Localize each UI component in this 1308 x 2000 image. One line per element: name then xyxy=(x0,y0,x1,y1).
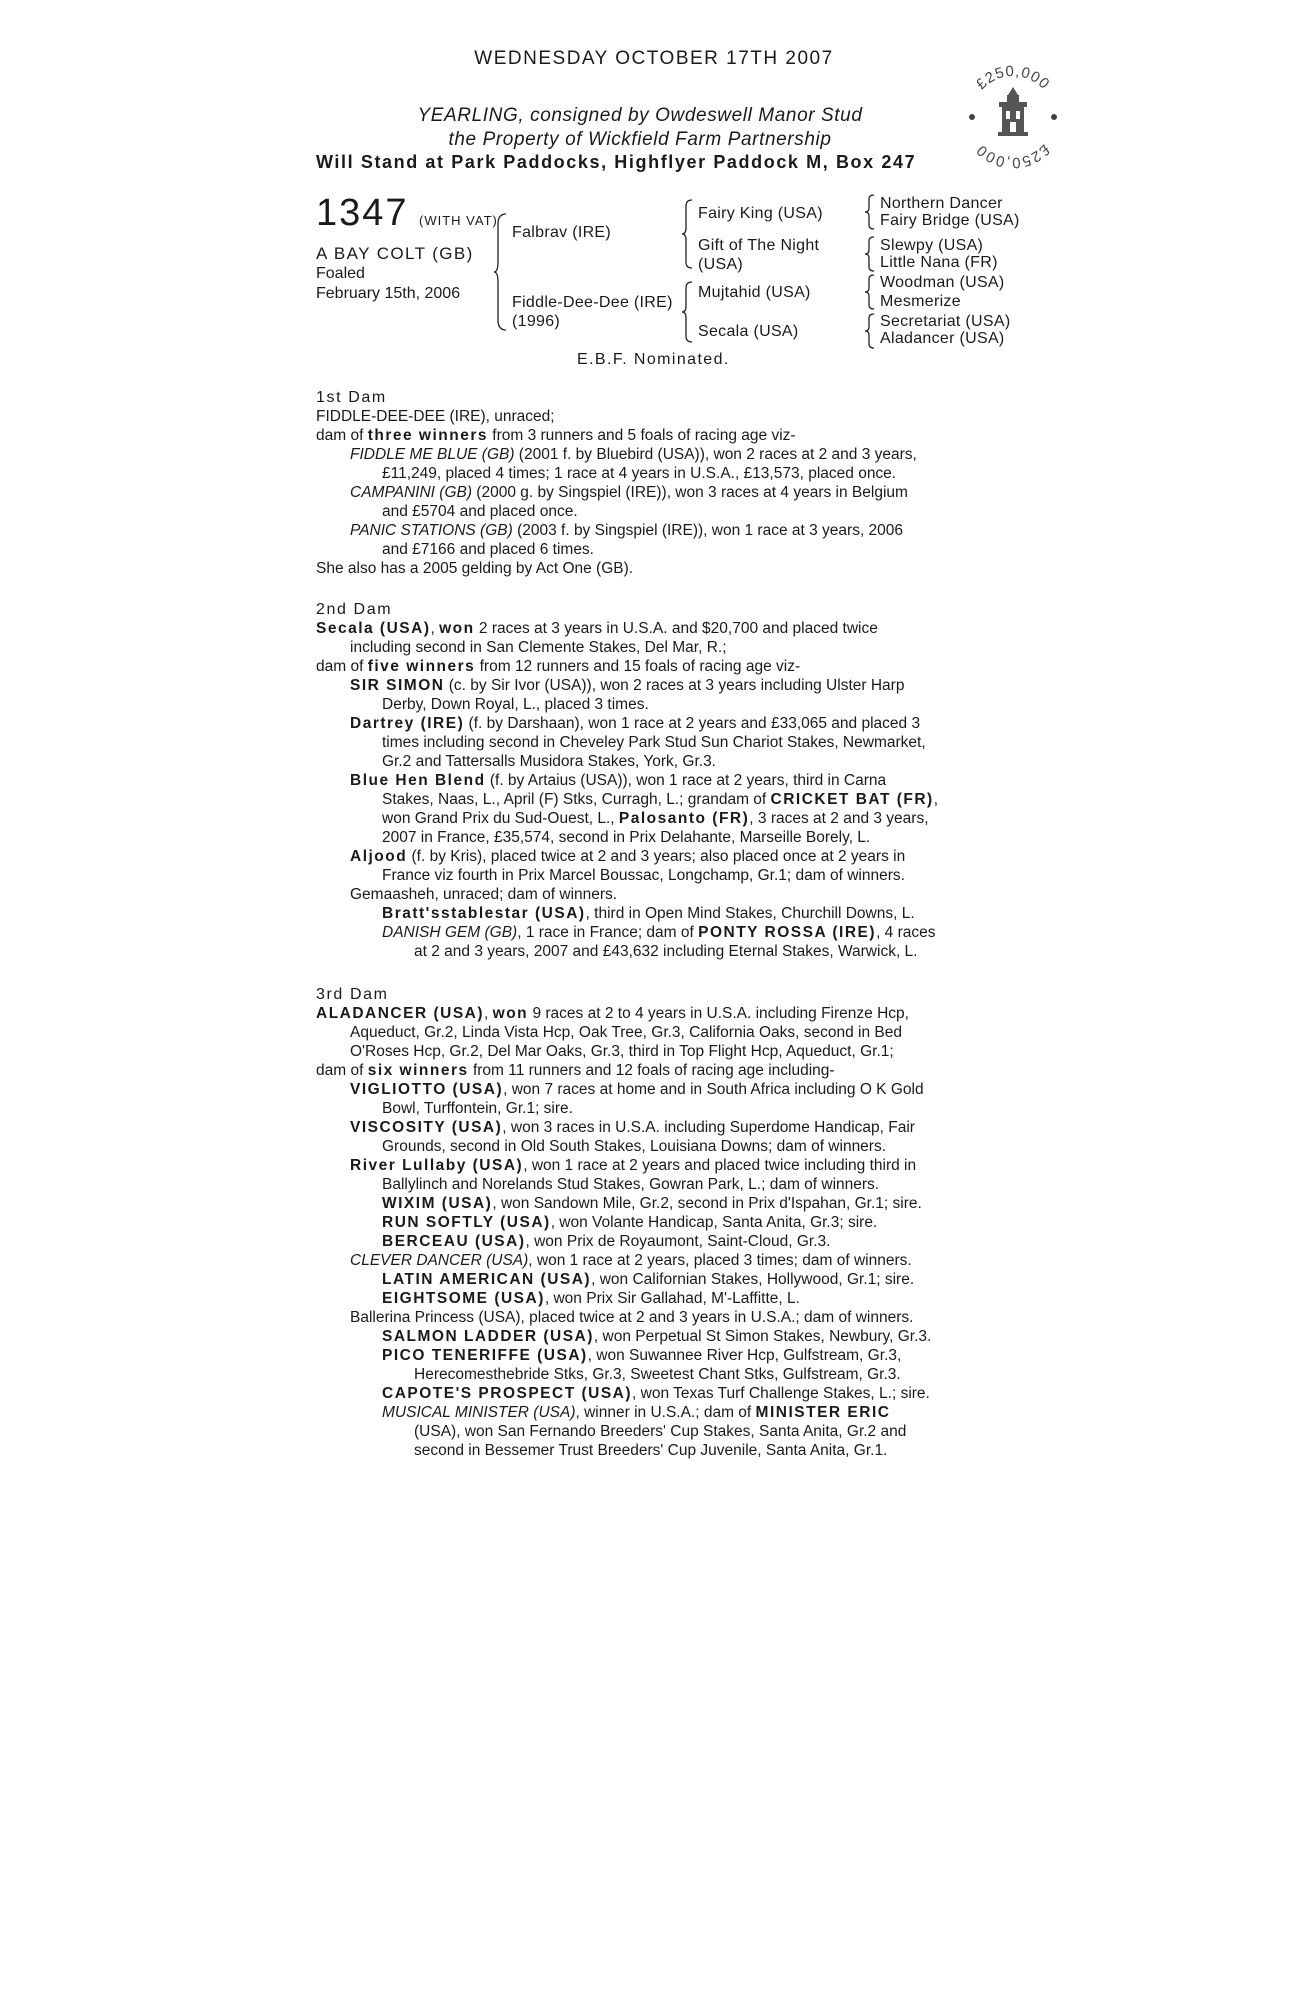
third-dam-line-cont2: O'Roses Hcp, Gr.2, Del Mar Oaks, Gr.3, third in Top Flight Hcp, Aqueduct, Gr.1; xyxy=(350,1043,894,1060)
produce-dartrey-cont2: Gr.2 and Tattersalls Musidora Stakes, York, Gr.3. xyxy=(382,753,716,770)
produce-pico-teneriffe-cont: Herecomesthebride Stks, Gr.3, Sweetest Chant Stks, Gulfstream, Gr.3. xyxy=(414,1366,901,1383)
lot-number: 1347 xyxy=(316,192,409,234)
svg-text:£250,000: £250,000 xyxy=(972,62,1054,94)
produce-fiddle-me-blue: FIDDLE ME BLUE (GB) (2001 f. by Bluebird (USA)), won 2 races at 2 and 3 years, xyxy=(350,446,917,463)
produce-salmon-ladder: SALMON LADDER (USA), won Perpetual St Simon Stakes, Newbury, Gr.3. xyxy=(382,1328,932,1345)
foaled-label: Foaled xyxy=(316,265,365,282)
produce-river-lullaby: River Lullaby (USA), won 1 race at 2 years and placed twice including third in xyxy=(350,1157,917,1174)
second-dam-produce-line: dam of five winners from 12 runners and 15 foals of racing age viz- xyxy=(316,658,801,675)
property-line: the Property of Wickfield Farm Partnership xyxy=(448,129,832,150)
produce-run-softly: RUN SOFTLY (USA), won Volante Handicap, Santa Anita, Gr.3; sire. xyxy=(382,1214,878,1231)
pedigree-g3: Slewpy (USA) xyxy=(880,237,984,254)
produce-musical-minister: MUSICAL MINISTER (USA), winner in U.S.A.; dam of MINISTER ERIC xyxy=(382,1404,891,1421)
produce-latin-american: LATIN AMERICAN (USA), won Californian Stakes, Hollywood, Gr.1; sire. xyxy=(382,1271,915,1288)
stand-location: Will Stand at Park Paddocks, Highflyer Paddock M, Box 247 xyxy=(316,152,917,172)
produce-eightsome: EIGHTSOME (USA), won Prix Sir Gallahad, M'-Laffitte, L. xyxy=(382,1290,800,1307)
produce-capotes-prospect: CAPOTE'S PROSPECT (USA), won Texas Turf Challenge Stakes, L.; sire. xyxy=(382,1385,930,1402)
svg-text:£250,000: £250,000 xyxy=(972,140,1054,172)
pedigree-sire-dam-line2: (USA) xyxy=(698,256,744,273)
produce-gemaasheh: Gemaasheh, unraced; dam of winners. xyxy=(350,886,618,903)
pedigree-dam-year: (1996) xyxy=(512,313,561,330)
pedigree-g2: Fairy Bridge (USA) xyxy=(880,212,1020,229)
second-dam-line: Secala (USA), won 2 races at 3 years in U.S.A. and $20,700 and placed twice xyxy=(316,620,878,637)
pedigree-dam: Fiddle-Dee-Dee (IRE) xyxy=(512,294,673,311)
pedigree-g5: Woodman (USA) xyxy=(880,274,1005,291)
pedigree-g4: Little Nana (FR) xyxy=(880,254,998,271)
ebf-nominated: E.B.F. Nominated. xyxy=(577,351,730,368)
produce-musical-minister-cont2: second in Bessemer Trust Breeders' Cup Juvenile, Santa Anita, Gr.1. xyxy=(414,1442,888,1459)
produce-danish-gem-cont: at 2 and 3 years, 2007 and £43,632 including Eternal Stakes, Warwick, L. xyxy=(414,943,918,960)
pedigree-sire-dam-line1: Gift of The Night xyxy=(698,237,820,254)
produce-dartrey-cont1: times including second in Cheveley Park Stud Sun Chariot Stakes, Newmarket, xyxy=(382,734,926,751)
produce-dartrey: Dartrey (IRE) (f. by Darshaan), won 1 race at 2 years and £33,065 and placed 3 xyxy=(350,715,921,732)
pedigree-brace-g1 xyxy=(864,194,876,230)
produce-berceau: BERCEAU (USA), won Prix de Royaumont, Saint-Cloud, Gr.3. xyxy=(382,1233,831,1250)
produce-blue-hen-blend-cont3: 2007 in France, £35,574, second in Prix Delahante, Marseille Borely, L. xyxy=(382,829,871,846)
produce-fiddle-me-blue-cont: £11,249, placed 4 times; 1 race at 4 years in U.S.A., £13,573, placed once. xyxy=(382,465,897,482)
pedigree-brace-g3 xyxy=(864,274,876,310)
produce-sir-simon-cont: Derby, Down Royal, L., placed 3 times. xyxy=(382,696,649,713)
produce-aljood-cont: France viz fourth in Prix Marcel Boussac, Longchamp, Gr.1; dam of winners. xyxy=(382,867,905,884)
produce-musical-minister-cont1: (USA), won San Fernando Breeders' Cup Stakes, Santa Anita, Gr.2 and xyxy=(414,1423,907,1440)
produce-clever-dancer: CLEVER DANCER (USA), won 1 race at 2 years, placed 3 times; dam of winners. xyxy=(350,1252,912,1269)
lot-description: A BAY COLT (GB) xyxy=(316,244,474,263)
produce-blue-hen-blend-cont1: Stakes, Naas, L., April (F) Stks, Curragh, L.; grandam of CRICKET BAT (FR), xyxy=(382,791,939,808)
produce-vigliotto-cont: Bowl, Turffontein, Gr.1; sire. xyxy=(382,1100,573,1117)
pedigree-sire: Falbrav (IRE) xyxy=(512,224,612,241)
sale-date: WEDNESDAY OCTOBER 17TH 2007 xyxy=(474,48,834,69)
produce-wixim: WIXIM (USA), won Sandown Mile, Gr.2, second in Prix d'Ispahan, Gr.1; sire. xyxy=(382,1195,922,1212)
produce-panic-stations-cont: and £7166 and placed 6 times. xyxy=(382,541,594,558)
pedigree-brace-main xyxy=(494,212,508,332)
vat-note: (WITH VAT) xyxy=(419,213,498,228)
produce-sir-simon: SIR SIMON (c. by Sir Ivor (USA)), won 2 races at 3 years including Ulster Harp xyxy=(350,677,905,694)
produce-blue-hen-blend: Blue Hen Blend (f. by Artaius (USA)), won 1 race at 2 years, third in Carna xyxy=(350,772,887,789)
pedigree-g1: Northern Dancer xyxy=(880,195,1003,212)
consignor-line: YEARLING, consigned by Owdeswell Manor Stud xyxy=(417,105,863,126)
pedigree-g8: Aladancer (USA) xyxy=(880,330,1005,347)
produce-campanini-cont: and £5704 and placed once. xyxy=(382,503,578,520)
foaled-date: February 15th, 2006 xyxy=(316,285,461,302)
third-dam-produce-line: dam of six winners from 11 runners and 12 foals of racing age including- xyxy=(316,1062,835,1079)
produce-pico-teneriffe: PICO TENERIFFE (USA), won Suwannee River Hcp, Gulfstream, Gr.3, xyxy=(382,1347,902,1364)
pedigree-brace-sire xyxy=(682,198,694,270)
produce-panic-stations: PANIC STATIONS (GB) (2003 f. by Singspiel (IRE)), won 1 race at 3 years, 2006 xyxy=(350,522,904,539)
produce-campanini: CAMPANINI (GB) (2000 g. by Singspiel (IRE)), won 3 races at 4 years in Belgium xyxy=(350,484,908,501)
produce-viscosity: VISCOSITY (USA), won 3 races in U.S.A. including Superdome Handicap, Fair xyxy=(350,1119,915,1136)
first-dam-heading: 1st Dam xyxy=(316,389,387,406)
produce-aljood: Aljood (f. by Kris), placed twice at 2 and 3 years; also placed once at 2 years in xyxy=(350,848,906,865)
produce-vigliotto: VIGLIOTTO (USA), won 7 races at home and in South Africa including O K Gold xyxy=(350,1081,924,1098)
pedigree-dam-sire: Mujtahid (USA) xyxy=(698,284,811,301)
pedigree-brace-g2 xyxy=(864,236,876,272)
produce-brattsstablestar: Bratt'sstablestar (USA), third in Open Mind Stakes, Churchill Downs, L. xyxy=(382,905,915,922)
pedigree-dam-dam: Secala (USA) xyxy=(698,323,799,340)
pedigree-sire-sire: Fairy King (USA) xyxy=(698,205,823,222)
third-dam-heading: 3rd Dam xyxy=(316,986,389,1003)
produce-ballerina-princess: Ballerina Princess (USA), placed twice at 2 and 3 years in U.S.A.; dam of winners. xyxy=(350,1309,914,1326)
lot-number-block xyxy=(316,192,498,235)
first-dam-line: FIDDLE-DEE-DEE (IRE), unraced; xyxy=(316,408,555,425)
pedigree-brace-g4 xyxy=(864,313,876,349)
second-dam-line-cont: including second in San Clemente Stakes, Del Mar, R.; xyxy=(350,639,727,656)
produce-viscosity-cont: Grounds, second in Old South Stakes, Louisiana Downs; dam of winners. xyxy=(382,1138,887,1155)
produce-river-lullaby-cont: Ballylinch and Norelands Stud Stakes, Gowran Park, L.; dam of winners. xyxy=(382,1176,880,1193)
first-dam-also: She also has a 2005 gelding by Act One (GB). xyxy=(316,560,634,577)
produce-danish-gem: DANISH GEM (GB), 1 race in France; dam of PONTY ROSSA (IRE), 4 races xyxy=(382,924,936,941)
first-dam-produce-line: dam of three winners from 3 runners and 5 foals of racing age viz- xyxy=(316,427,796,444)
foaled-info xyxy=(316,264,460,304)
third-dam-line: ALADANCER (USA), won 9 races at 2 to 4 years in U.S.A. including Firenze Hcp, xyxy=(316,1005,909,1022)
pedigree-g7: Secretariat (USA) xyxy=(880,313,1011,330)
pedigree-brace-dam xyxy=(682,280,694,344)
price-seal-stamp xyxy=(958,62,1068,172)
second-dam-heading: 2nd Dam xyxy=(316,601,393,618)
consignment-info xyxy=(380,104,900,152)
catalogue-body xyxy=(316,388,1006,1460)
third-dam-line-cont1: Aqueduct, Gr.2, Linda Vista Hcp, Oak Tree, Gr.3, California Oaks, second in Bed xyxy=(350,1024,902,1041)
pedigree-g6: Mesmerize xyxy=(880,293,961,310)
produce-blue-hen-blend-cont2: won Grand Prix du Sud-Ouest, L., Palosanto (FR), 3 races at 2 and 3 years, xyxy=(382,810,929,827)
